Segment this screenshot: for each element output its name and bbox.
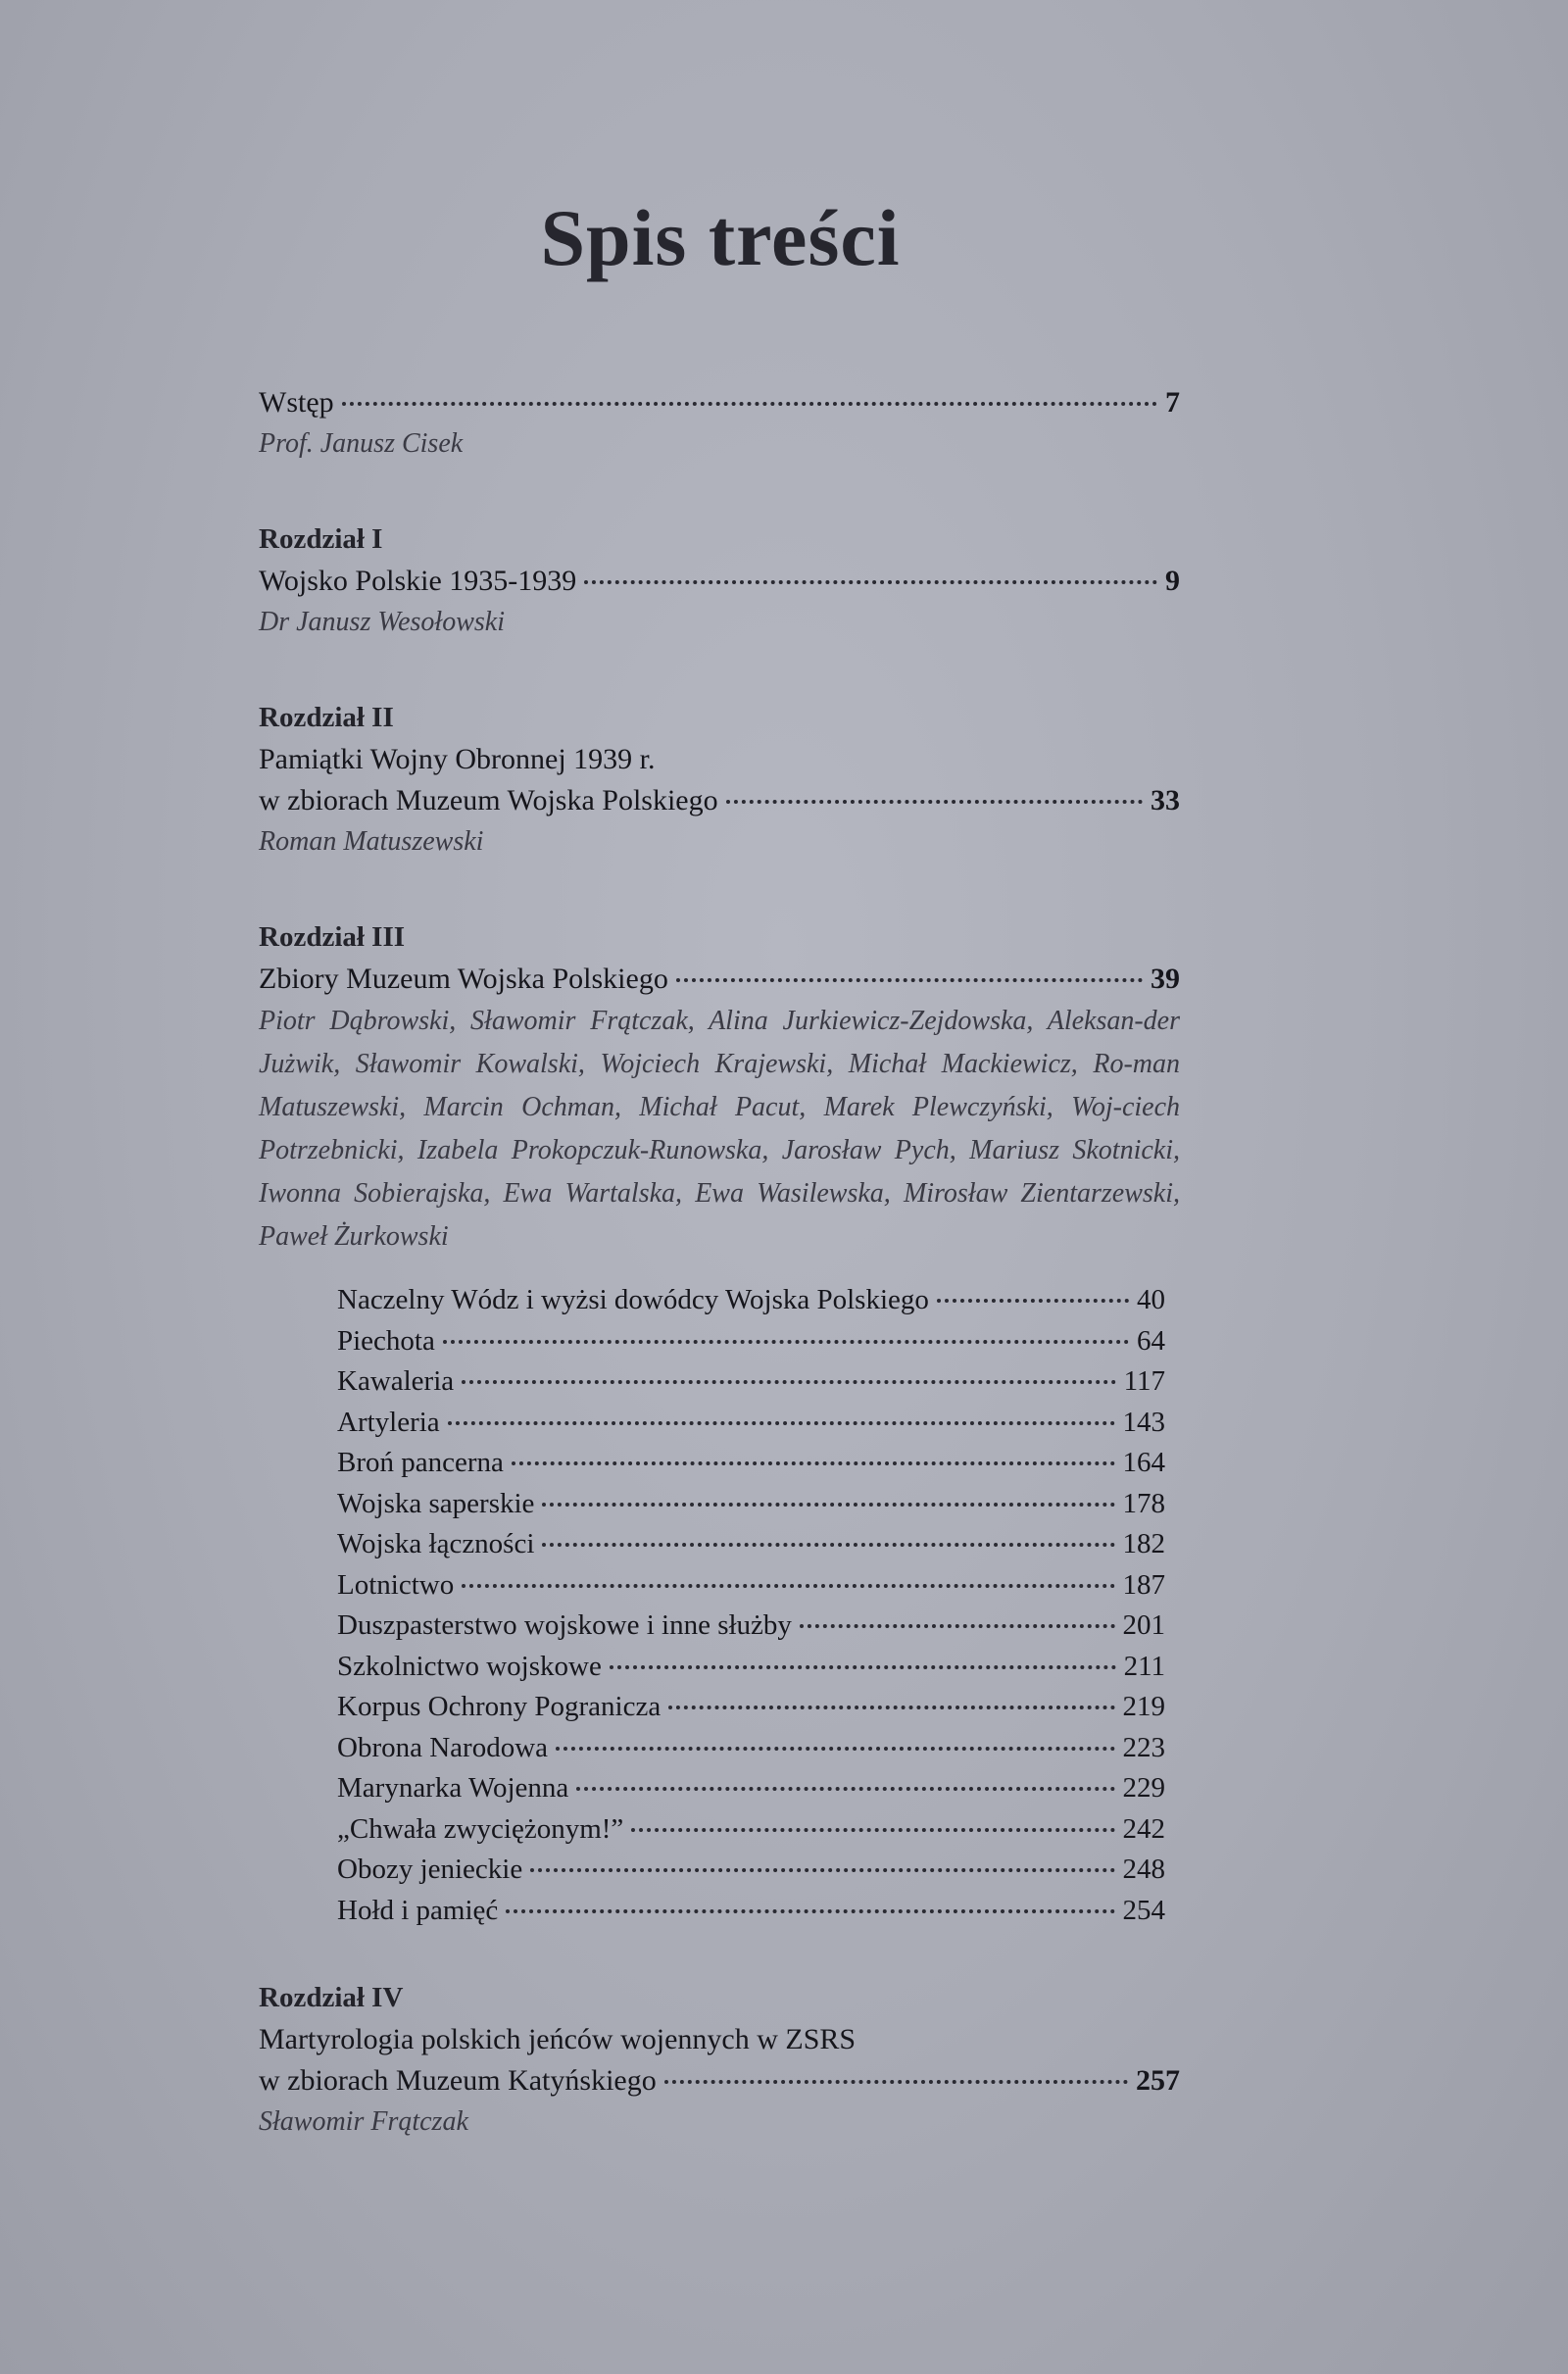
toc-subentry[interactable] xyxy=(337,1280,1165,1321)
dot-leader xyxy=(462,1584,1114,1588)
dot-leader xyxy=(462,1380,1115,1384)
toc-subentry[interactable] xyxy=(337,1850,1165,1891)
toc-subentry[interactable] xyxy=(337,1484,1165,1525)
subentry-title: Hołd i pamięć xyxy=(337,1894,499,1926)
entry-author: Roman Matuszewski xyxy=(259,826,484,857)
subentry-title: Wojska łączności xyxy=(337,1528,535,1559)
subentry-title: Artyleria xyxy=(337,1406,440,1438)
page-number: 229 xyxy=(1122,1772,1165,1804)
toc-subentry[interactable] xyxy=(337,1606,1165,1647)
dot-leader xyxy=(584,580,1157,584)
subentry-title: Lotnictwo xyxy=(337,1568,455,1601)
page-number: 9 xyxy=(1165,565,1180,597)
subentry-title: Obozy jenieckie xyxy=(337,1854,523,1885)
dot-leader xyxy=(542,1503,1114,1507)
entry-title: Wstęp xyxy=(259,386,334,419)
chapter-label: Rozdział III xyxy=(259,921,406,953)
subentry-title: Szkolnictwo wojskowe xyxy=(337,1650,602,1682)
chapter-3-subentries xyxy=(337,1280,1165,1931)
page-number: 257 xyxy=(1136,2064,1180,2097)
entry-author: Dr Janusz Wesołowski xyxy=(259,607,505,637)
dot-leader xyxy=(512,1461,1115,1465)
subentry-title: Duszpasterstwo wojskowe i inne służby xyxy=(337,1609,792,1641)
page-title: Spis treści xyxy=(540,193,901,282)
toc-subentry[interactable] xyxy=(337,1809,1165,1851)
page-number: 242 xyxy=(1122,1812,1165,1845)
dot-leader xyxy=(556,1747,1114,1751)
toc-subentry[interactable] xyxy=(337,1565,1165,1607)
entry-title-line: Pamiątki Wojny Obronnej 1939 r. xyxy=(259,743,656,775)
subentry-title: Marynarka Wojenna xyxy=(337,1772,569,1804)
chapter-label: Rozdział II xyxy=(259,702,394,733)
dot-leader xyxy=(506,1909,1114,1913)
chapter-label: Rozdział I xyxy=(259,523,383,555)
toc-section-chapter-3 xyxy=(259,915,1180,1931)
entry-title: w zbiorach Muzeum Katyńskiego xyxy=(259,2064,657,2097)
toc-section-chapter-2 xyxy=(259,696,1180,863)
subentry-title: Piechota xyxy=(337,1324,435,1357)
subentry-title: Kawaleria xyxy=(337,1365,455,1397)
toc-subentry[interactable] xyxy=(337,1524,1165,1565)
dot-leader xyxy=(448,1421,1115,1425)
toc-subentry[interactable] xyxy=(337,1647,1165,1688)
dot-leader xyxy=(530,1868,1114,1872)
dot-leader xyxy=(542,1543,1114,1547)
toc-subentry[interactable] xyxy=(337,1361,1165,1403)
subentry-title: Wojska saperskie xyxy=(337,1487,535,1519)
subentry-title: Broń pancerna xyxy=(337,1447,504,1478)
dot-leader xyxy=(631,1828,1114,1832)
page-number: 219 xyxy=(1122,1691,1165,1722)
page-number: 201 xyxy=(1122,1609,1165,1641)
toc-section-chapter-1 xyxy=(259,518,1180,643)
toc-subentry[interactable] xyxy=(337,1403,1165,1444)
dot-leader xyxy=(800,1624,1115,1628)
toc-subentry[interactable] xyxy=(337,1443,1165,1484)
subentry-title: Naczelny Wódz i wyżsi dowódcy Wojska Polskiego xyxy=(337,1284,929,1315)
toc-subentry[interactable] xyxy=(337,1728,1165,1769)
page-number: 223 xyxy=(1122,1731,1165,1763)
entry-title: w zbiorach Muzeum Wojska Polskiego xyxy=(259,784,718,816)
entry-title-line: Martyrologia polskich jeńców wojennych w ZSRS xyxy=(259,2023,857,2055)
toc-subentry[interactable] xyxy=(337,1768,1165,1809)
entry-authors: Piotr Dąbrowski, Sławomir Frątczak, Alina Jurkiewicz-Zejdowska, Aleksan-der Jużwik, Sławomir Kowalski, Wojciech Krajewski, Michał Mackiewicz, Ro-man Matuszewski, Marcin Ochman, Michał Pacut, Marek Plewczyński, Woj-ciech Potrzebnicki, Izabela Prokopczuk-Runowska, Jarosław Pych, Mariusz Skotnicki, Iwonna Sobierajska, Ewa Wartalska, Ewa Wasilewska, Mirosław Zientarzewski, Paweł Żurkowski xyxy=(259,1006,1180,1252)
page-number: 182 xyxy=(1122,1528,1165,1559)
dot-leader xyxy=(576,1787,1114,1791)
page-number: 117 xyxy=(1123,1365,1165,1397)
entry-title: Wojsko Polskie 1935-1939 xyxy=(259,565,577,597)
page-number: 39 xyxy=(1151,963,1180,995)
dot-leader xyxy=(610,1665,1116,1669)
page-number: 164 xyxy=(1122,1447,1165,1478)
toc-section-intro xyxy=(259,382,1180,465)
page-number: 40 xyxy=(1137,1284,1165,1315)
toc-entry-chapter-4[interactable] xyxy=(259,2060,1180,2102)
toc-entry-chapter-1[interactable] xyxy=(259,561,1180,602)
dot-leader xyxy=(664,2080,1128,2084)
toc-entry-chapter-2[interactable] xyxy=(259,780,1180,821)
entry-title: Zbiory Muzeum Wojska Polskiego xyxy=(259,963,668,995)
dot-leader xyxy=(726,800,1143,804)
entry-author: Prof. Janusz Cisek xyxy=(259,428,464,459)
subentry-title: Korpus Ochrony Pogranicza xyxy=(337,1691,662,1722)
toc-subentry[interactable] xyxy=(337,1891,1165,1932)
page-number: 211 xyxy=(1123,1650,1165,1682)
toc-subentry[interactable] xyxy=(337,1321,1165,1362)
dot-leader xyxy=(676,978,1143,982)
subentry-title: „Chwała zwyciężonym!” xyxy=(337,1812,624,1845)
page-number: 248 xyxy=(1122,1854,1165,1885)
page-number: 178 xyxy=(1122,1487,1165,1519)
toc-entry-intro[interactable] xyxy=(259,382,1180,423)
dot-leader xyxy=(342,402,1157,406)
page-number: 187 xyxy=(1122,1568,1165,1601)
toc-subentry[interactable] xyxy=(337,1687,1165,1728)
table-of-contents xyxy=(259,382,1180,2196)
page-number: 33 xyxy=(1151,784,1180,816)
toc-section-chapter-4 xyxy=(259,1976,1180,2143)
page-number: 143 xyxy=(1122,1406,1165,1438)
dot-leader xyxy=(937,1299,1129,1303)
page-number: 7 xyxy=(1165,386,1180,419)
chapter-label: Rozdział IV xyxy=(259,1982,404,2013)
toc-entry-chapter-3[interactable] xyxy=(259,959,1180,1000)
entry-author: Sławomir Frątczak xyxy=(259,2106,468,2137)
dot-leader xyxy=(668,1706,1114,1709)
page-number: 64 xyxy=(1137,1324,1165,1357)
page-number: 254 xyxy=(1122,1894,1165,1926)
subentry-title: Obrona Narodowa xyxy=(337,1731,549,1763)
dot-leader xyxy=(443,1340,1129,1344)
